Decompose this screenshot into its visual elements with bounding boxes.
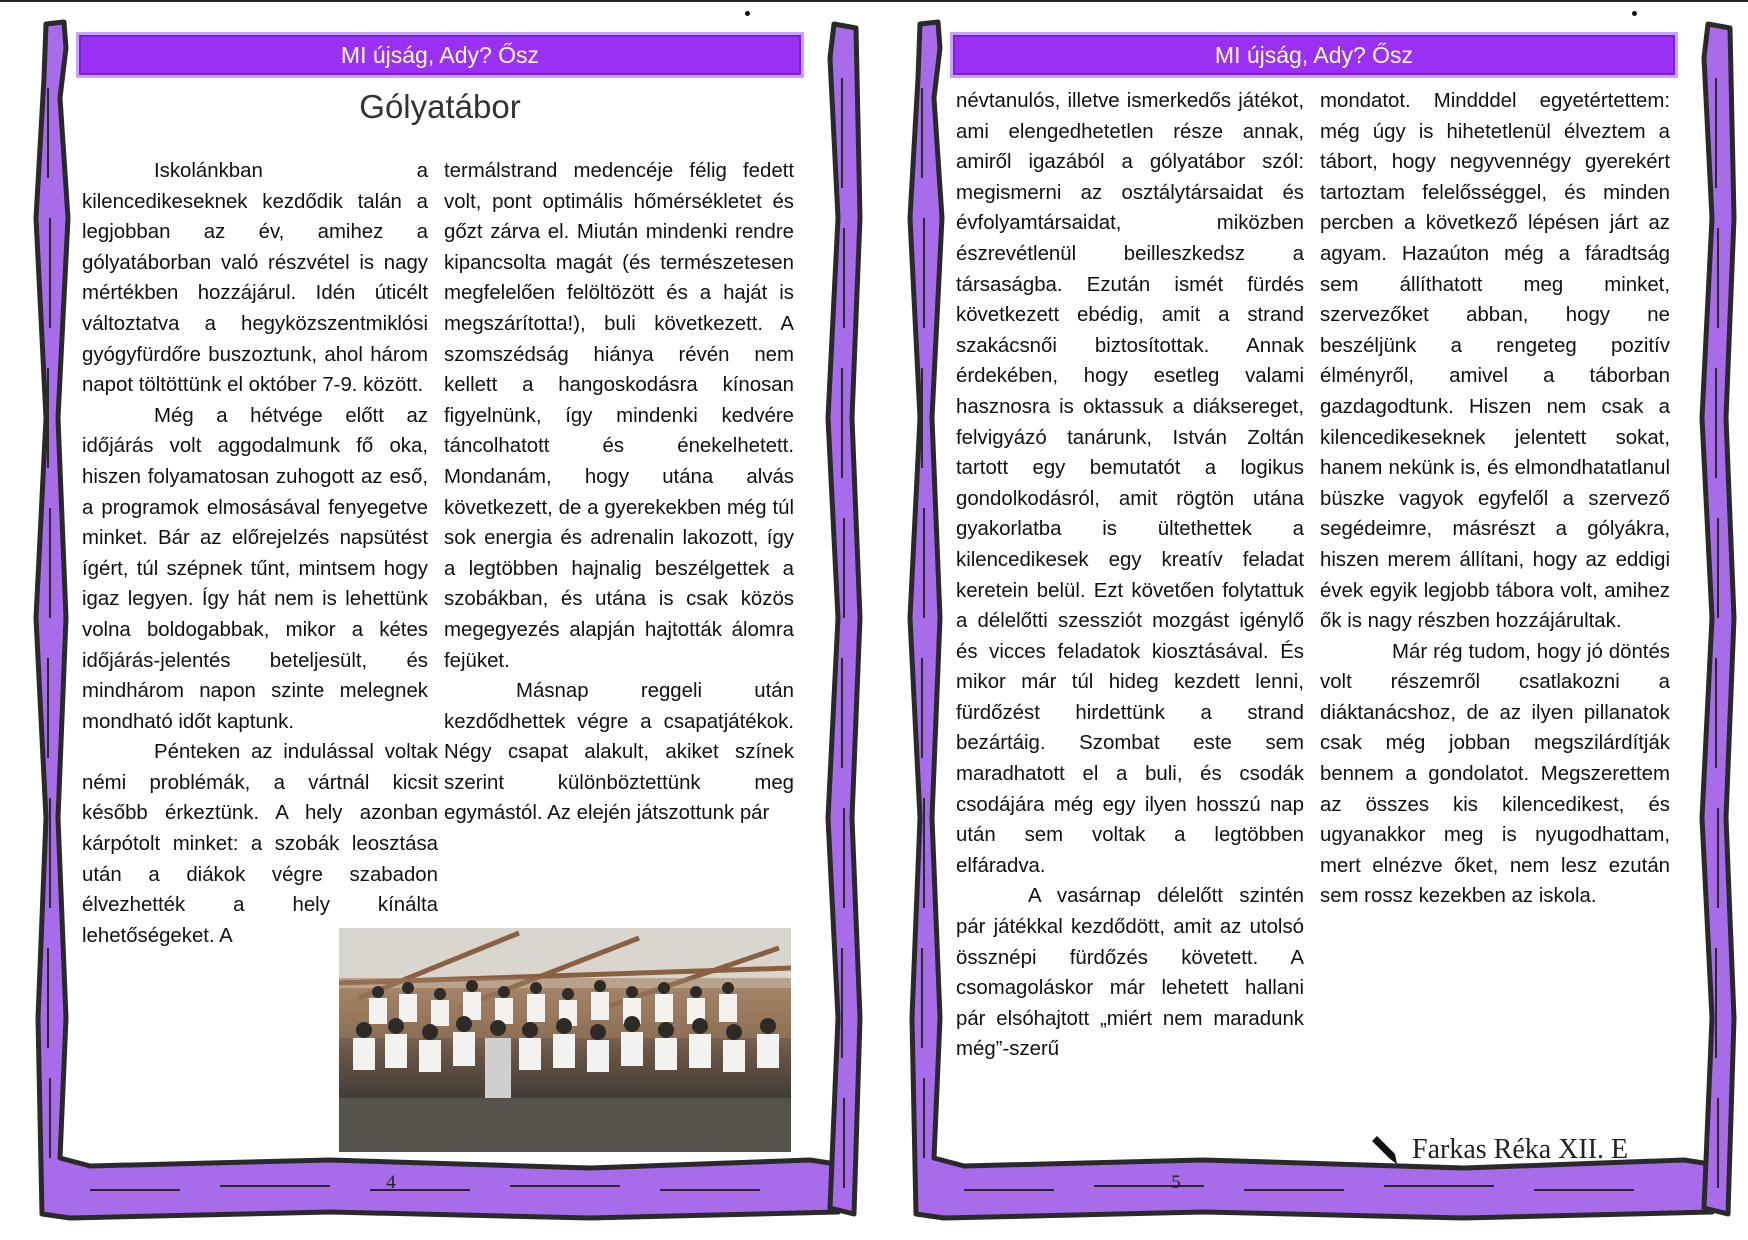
page-4 [30, 18, 868, 1228]
page-number: 4 [386, 1172, 396, 1193]
author-signature [1368, 1134, 1628, 1166]
text-column-1 [956, 86, 1304, 1065]
text-column-1 [82, 156, 438, 951]
page-number: 5 [1171, 1172, 1181, 1193]
header-title: MI újság, Ady? Ősz [1214, 41, 1414, 68]
pencil-icon [1368, 1135, 1398, 1165]
paragraph: termálstrand medencéje félig fedett volt, pont optimális hőmérsékletet és gőzt zárva el. Miután mindenki rendre kipancsolta magát (és természetesen megfelelően felöltözött és a haját is megszárította!), buli következett. A szomszédság hiánya révén nem kellett a hangoskodásra kínosan figyelnünk, így mindenki kedvére táncolhatott és énekelhetett. Mondanám, hogy utána alvás következett, de a gyerekekben még túl sok energia és adrenalin lakozott, így a legtöbben hajnalig beszélgettek a szobákban, és utána is csak közös megegyezés alapján hajtották álomra fejüket. [444, 160, 794, 672]
paragraph: Már rég tudom, hogy jó döntés volt részemről csatlakozni a diáktanácshoz, de az ilyen pillanatok csak még jobban megszilárdítják bennem a gondolatot. Megszerettem az összes kis kilencedikest, és ugyanakkor meg is nyugodhattam, mert elnézve őket, nem lesz ezután sem rossz kezekben az iskola. [1320, 640, 1670, 908]
paragraph: mondatot. Mindddel egyetértettem: még úgy is hihetetlenül élveztem a tábort, hogy negyvennégy gyerekért tartoztam felelősséggel, és minden percben a következő lépésen járt az agyam. Hazaúton még a fáradtság sem állíthatott meg minket, szervezőket abban, hogy ne beszéljünk a rengeteg pozitív élményről, amivel a táborban gazdagodtunk. Hiszen nem csak a kilencedikeseknek jelentett sokat, hanem nekünk is, és elmondhatatlanul büszke vagyok egyfelől a szervező segédeimre, másrészt a gólyákra, hiszen merem állítani, hogy az eddigi évek egyik legjobb tábora volt, amihez ők is nagy részben hozzájárultak. [1320, 90, 1670, 633]
page-5 [904, 18, 1742, 1228]
text-column-2 [444, 156, 794, 829]
paragraph: Másnap reggeli után kezdődhettek végre a csapatjátékok. Négy csapat alakult, akiket színek szerint különböztettünk meg egymástól. Az elején játszottunk pár [444, 680, 794, 825]
paragraph: Még a hétvége előtt az időjárás volt aggodalmunk fő oka, hiszen folyamatosan zuhogott az eső, a programok elmosásával fenyegetve minket. Bár az előrejelzés napsütést ígért, túl szépnek tűnt, mintsem hogy igaz legyen. Így hát nem is lehettünk volna boldogabbak, mikor a kétes időjárás-jelentés beteljesült, és mindhárom napon szinte melegnek mondható időt kaptunk. [82, 404, 428, 733]
header-bar [76, 32, 804, 78]
header-bar [950, 32, 1678, 78]
top-border-line [0, 0, 1748, 2]
article-title: Gólyatábor [359, 88, 521, 125]
header-title: MI újság, Ady? Ősz [340, 41, 540, 68]
author-name: Farkas Réka XII. E [1412, 1134, 1629, 1165]
text-column-2 [1320, 86, 1670, 912]
group-photo [339, 928, 791, 1152]
paragraph: Pénteken az indulással voltak némi problémák, a vártnál kicsit később érkeztünk. A hely azonban kárpótolt minket: a szobák leosztása után a diákok végre szabadon élvezhették a hely kínálta lehetőségeket. A [82, 741, 438, 947]
ink-dot [1632, 11, 1637, 16]
paragraph: A vasárnap délelőtt szintén pár játékkal kezdődött, amit az utolsó össznépi fürdőzés követett. A csomagoláskor már lehetett hallani pár elsóhajtott „miért nem maradunk még”-szerű [956, 885, 1304, 1061]
paragraph: Iskolánkban a kilencedikeseknek kezdődik talán a legjobban az év, amihez a gólyatáborban való részvétel is nagy mértékben hozzájárul. Idén úticélt változtatva a hegyközszentmiklósi gyógyfürdőre buszoztunk, ahol három napot töltöttünk el október 7-9. között. [82, 160, 428, 397]
ink-dot [745, 11, 750, 16]
paragraph: névtanulós, illetve ismerkedős játékot, ami elengedhetetlen része annak, amiről igazából a gólyatábor szól: megismerni az osztálytársaidat és évfolyamtársaidat, miközben észrevétlenül beilleszkedsz a társaságba. Ezután ismét fürdés következett ebédig, amit a strand szakácsnői biztosítottak. Annak érdekében, hogy esetleg valami hasznosra is oktassuk a diáksereget, felvigyázó tanárunk, István Zoltán tartott egy bemutatót a logikus gondolkodásról, amit rögtön utána gyakorlatba is ültethettek a kilencedikesek egy kreatív feladat keretein belül. Ezt követően folytattuk a délelőtti szessziót mozgást igénylő és vicces feladatok kiosztásával. És mikor már túl hideg kezdett lenni, fürdőzést hirdettünk a strand bezártáig. Szombat este sem maradhatott el a buli, és csodák csodájára még egy ilyen hosszú nap után sem voltak a legtöbben elfáradva. [956, 90, 1304, 877]
